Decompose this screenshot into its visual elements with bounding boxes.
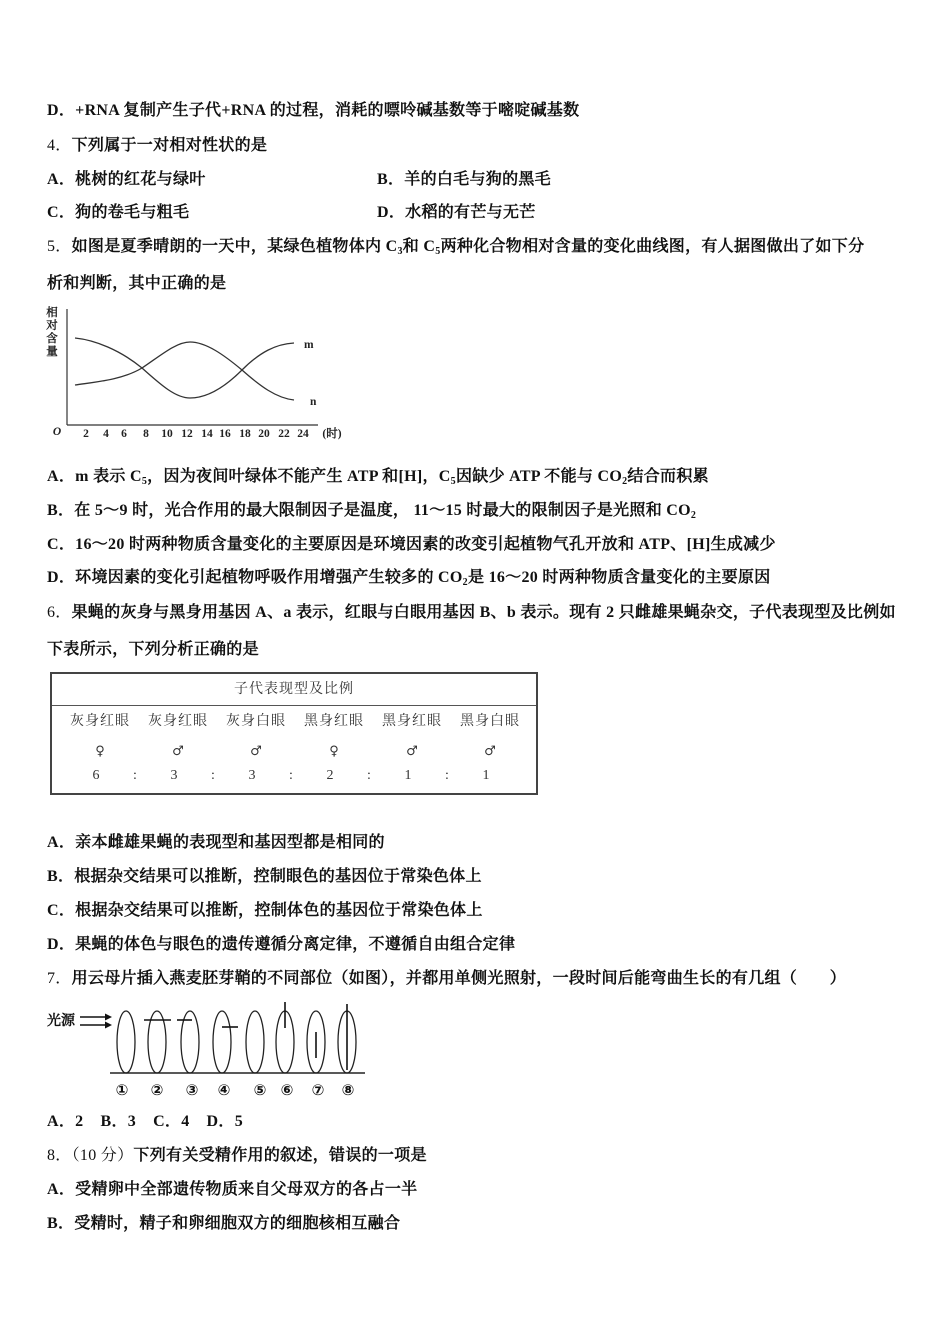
question-score: （10 分） <box>71 1147 134 1164</box>
option-text: 结合而积累 <box>627 468 709 485</box>
phenotype-cell: 灰身白眼 <box>226 714 286 729</box>
option-label: A． <box>47 1181 76 1198</box>
option-label: D． <box>47 102 76 119</box>
option-text: 根据杂交结果可以推断，控制眼色的基因位于常染色体上 <box>74 868 482 885</box>
option-text: 受精卵中全部遗传物质来自父母双方的各占一半 <box>75 1181 418 1198</box>
option-text: 4 <box>181 1113 190 1130</box>
option-label: C． <box>47 204 76 221</box>
c3-c5-content-graph <box>40 300 350 450</box>
option-text: 3 <box>127 1113 137 1130</box>
x-tick-label: 2 <box>83 428 89 440</box>
q5-stem-line-2 <box>47 274 226 294</box>
coleoptile-figure <box>40 1000 370 1105</box>
light-arrows-icon <box>80 1014 112 1029</box>
option-text: 水稻的有芒与无芒 <box>405 204 536 221</box>
option-label: B． <box>377 171 405 188</box>
light-arrow-head <box>105 1014 112 1021</box>
sex-row <box>61 743 529 761</box>
x-tick-label: 6 <box>121 428 127 440</box>
ratio-value: 1 <box>404 768 412 783</box>
option-text: 环境因素的变化引起植物呼吸作用增强产生较多的 CO <box>75 569 463 586</box>
q7-options <box>47 1112 243 1132</box>
option-label: A． <box>47 171 76 188</box>
q7-option-b <box>100 1113 136 1130</box>
q5-stem-line-1 <box>47 237 864 257</box>
option-label: B． <box>100 1113 128 1130</box>
question-number: 6． <box>47 604 72 621</box>
option-text: 因缺少 ATP 不能与 CO <box>455 468 623 485</box>
subscript: 2 <box>622 476 628 487</box>
q3-option-d <box>47 101 579 121</box>
ratio-separator: : <box>367 768 371 783</box>
subscript: 5 <box>435 246 441 257</box>
ratio-value: 3 <box>170 768 178 783</box>
sex-symbol: ♂ <box>172 744 184 759</box>
group-label: ⑥ <box>280 1081 294 1099</box>
group-label: ⑦ <box>311 1081 325 1099</box>
option-text: 在 5～9 时，光合作用的最大限制因子是温度， 11～15 时最大的限制因子是光照和 CO <box>74 502 691 519</box>
question-stem: 下列属于一对相对性状的是 <box>71 137 268 154</box>
q6-option-b <box>47 867 482 887</box>
subscript: 2 <box>690 510 697 521</box>
x-tick-label: 22 <box>278 428 290 440</box>
stem-text: 如图是夏季晴朗的一天中，某绿色植物体内 C <box>71 238 398 255</box>
option-label: B． <box>47 502 75 519</box>
q8-option-b <box>47 1214 400 1234</box>
group-label: ⑧ <box>341 1081 355 1099</box>
q4-option-c <box>47 203 189 223</box>
y-axis-label: 相对含量 <box>45 306 57 358</box>
x-tick-label: 8 <box>143 428 149 440</box>
q5-option-a <box>47 467 709 487</box>
sex-symbol: ♀ <box>95 744 105 759</box>
option-label: C． <box>47 902 76 919</box>
option-label: B． <box>47 1215 75 1232</box>
x-tick-label: 10 <box>161 428 173 440</box>
option-text: 受精时，精子和卵细胞双方的细胞核相互融合 <box>74 1215 401 1232</box>
x-tick-label: 24 <box>297 428 309 440</box>
ratio-value: 3 <box>248 768 256 783</box>
q8-stem <box>47 1146 427 1166</box>
subscript: 2 <box>462 577 468 588</box>
option-label: B． <box>47 868 75 885</box>
question-number: 4． <box>47 137 72 154</box>
subscript: 5 <box>141 476 148 487</box>
subscript: 3 <box>397 246 403 257</box>
x-tick-label: 4 <box>103 428 109 440</box>
option-text: 狗的卷毛与粗毛 <box>75 204 190 221</box>
group-label: ③ <box>185 1081 199 1099</box>
phenotype-cell: 黑身红眼 <box>304 714 364 729</box>
option-text: 桃树的红花与绿叶 <box>75 171 206 188</box>
phenotype-cell: 灰身红眼 <box>148 714 208 729</box>
sex-symbol: ♂ <box>484 744 496 759</box>
sex-symbol: ♂ <box>406 744 418 759</box>
origin-label: O <box>52 426 62 438</box>
sex-symbol: ♀ <box>329 744 339 759</box>
coleoptile-4 <box>213 1011 231 1073</box>
sex-symbol: ♂ <box>250 744 262 759</box>
q6-stem-line-1 <box>47 603 896 623</box>
ratio-value: 1 <box>482 768 490 783</box>
q6-option-a <box>47 833 385 853</box>
option-text: 根据杂交结果可以推断，控制体色的基因位于常染色体上 <box>75 902 483 919</box>
group-label: ② <box>150 1081 164 1099</box>
ratio-separator: : <box>211 768 215 783</box>
curve-label-n: n <box>310 396 317 408</box>
phenotype-cell: 黑身白眼 <box>460 714 520 729</box>
x-tick-label: 18 <box>239 428 251 440</box>
coleoptile-canvas <box>40 1000 370 1105</box>
q4-option-b <box>377 170 551 190</box>
phenotype-cell: 灰身红眼 <box>70 714 130 729</box>
option-text: 16～20 时两种物质含量变化的主要原因是环境因素的改变引起植物气孔开放和 ATP、[H]生成减少 <box>75 536 776 553</box>
stem-text: 用云母片插入燕麦胚芽鞘的不同部位（如图），并都用单侧光照射，一段时间后能弯曲生长的有几组（ ） <box>71 970 847 987</box>
q4-stem <box>47 136 267 156</box>
q4-option-d <box>377 203 536 223</box>
ratio-separator: : <box>133 768 137 783</box>
option-text: m 表示 C <box>75 468 142 485</box>
subscript: 5 <box>450 476 456 487</box>
option-label: D． <box>47 569 76 586</box>
x-axis-unit: (时) <box>322 428 342 440</box>
q7-option-a <box>47 1113 83 1130</box>
q4-option-a <box>47 170 206 190</box>
light-source-label: 光源 <box>47 1014 75 1029</box>
x-tick-label: 20 <box>258 428 270 440</box>
stem-text: 下列有关受精作用的叙述，错误的一项是 <box>133 1147 427 1164</box>
stem-text: 下表所示，下列分析正确的是 <box>47 641 259 658</box>
offspring-ratio-table <box>50 672 538 795</box>
x-tick-label: 12 <box>181 428 193 440</box>
ratio-separator: : <box>289 768 293 783</box>
ratio-separator: : <box>445 768 449 783</box>
option-text: +RNA 复制产生子代+RNA 的过程，消耗的嘌呤碱基数等于嘧啶碱基数 <box>75 102 580 119</box>
option-text: 是 16～20 时两种物质含量变化的主要原因 <box>467 569 771 586</box>
stem-text: 和 C <box>402 238 436 255</box>
option-label: A． <box>47 468 76 485</box>
curve-m <box>75 338 294 398</box>
option-label: A． <box>47 1113 76 1130</box>
stem-text: 析和判断，其中正确的是 <box>47 275 227 292</box>
option-label: D． <box>47 936 76 953</box>
q5-option-c <box>47 535 776 555</box>
q5-option-b <box>47 501 696 521</box>
curve-n <box>75 342 294 400</box>
ratio-value: 2 <box>326 768 334 783</box>
option-text: 亲本雌雄果蝇的表现型和基因型都是相同的 <box>75 834 385 851</box>
stem-text: 两种化合物相对含量的变化曲线图，有人据图做出了如下分 <box>440 238 865 255</box>
q6-stem-line-2 <box>47 640 259 660</box>
question-number: 7． <box>47 970 72 987</box>
option-label: C． <box>153 1113 182 1130</box>
option-label: A． <box>47 834 76 851</box>
group-label: ⑤ <box>253 1081 267 1099</box>
q5-option-d <box>47 568 771 588</box>
option-text: 果蝇的体色与眼色的遗传遵循分离定律，不遵循自由组合定律 <box>75 936 516 953</box>
table-title: 子代表现型及比例 <box>52 674 536 706</box>
option-label: C． <box>47 536 76 553</box>
option-text: ，因为夜间叶绿体不能产生 ATP 和[H]，C <box>147 468 451 485</box>
ratio-value: 6 <box>92 768 100 783</box>
q7-option-d <box>207 1113 243 1130</box>
group-label: ① <box>115 1081 129 1099</box>
option-label: D． <box>206 1113 235 1130</box>
q8-option-a <box>47 1180 417 1200</box>
q6-option-d <box>47 935 515 955</box>
light-arrow-head <box>105 1022 112 1029</box>
option-text: 2 <box>75 1113 84 1130</box>
graph-canvas <box>40 300 350 450</box>
curve-label-m: m <box>304 339 314 351</box>
option-text: 羊的白毛与狗的黑毛 <box>404 171 551 188</box>
option-text: 5 <box>234 1113 243 1130</box>
stem-text: 果蝇的灰身与黑身用基因 A、a 表示，红眼与白眼用基因 B、b 表示。现有 2 只雌雄果蝇杂交，子代表现型及比例如 <box>71 604 896 621</box>
x-tick-label: 16 <box>219 428 231 440</box>
question-number: 8． <box>47 1147 72 1164</box>
question-number: 5． <box>47 238 72 255</box>
x-tick-label: 14 <box>201 428 213 440</box>
group-label: ④ <box>217 1081 231 1099</box>
ratio-row <box>76 767 506 785</box>
mica-sheets <box>144 1002 347 1070</box>
coleoptile-5 <box>246 1011 264 1073</box>
option-label: D． <box>377 204 406 221</box>
coleoptile-1 <box>117 1011 135 1073</box>
q7-stem <box>47 969 846 989</box>
phenotype-cell: 黑身红眼 <box>382 714 442 729</box>
q6-option-c <box>47 901 483 921</box>
phenotype-row <box>61 713 529 731</box>
q7-option-c <box>153 1113 189 1130</box>
